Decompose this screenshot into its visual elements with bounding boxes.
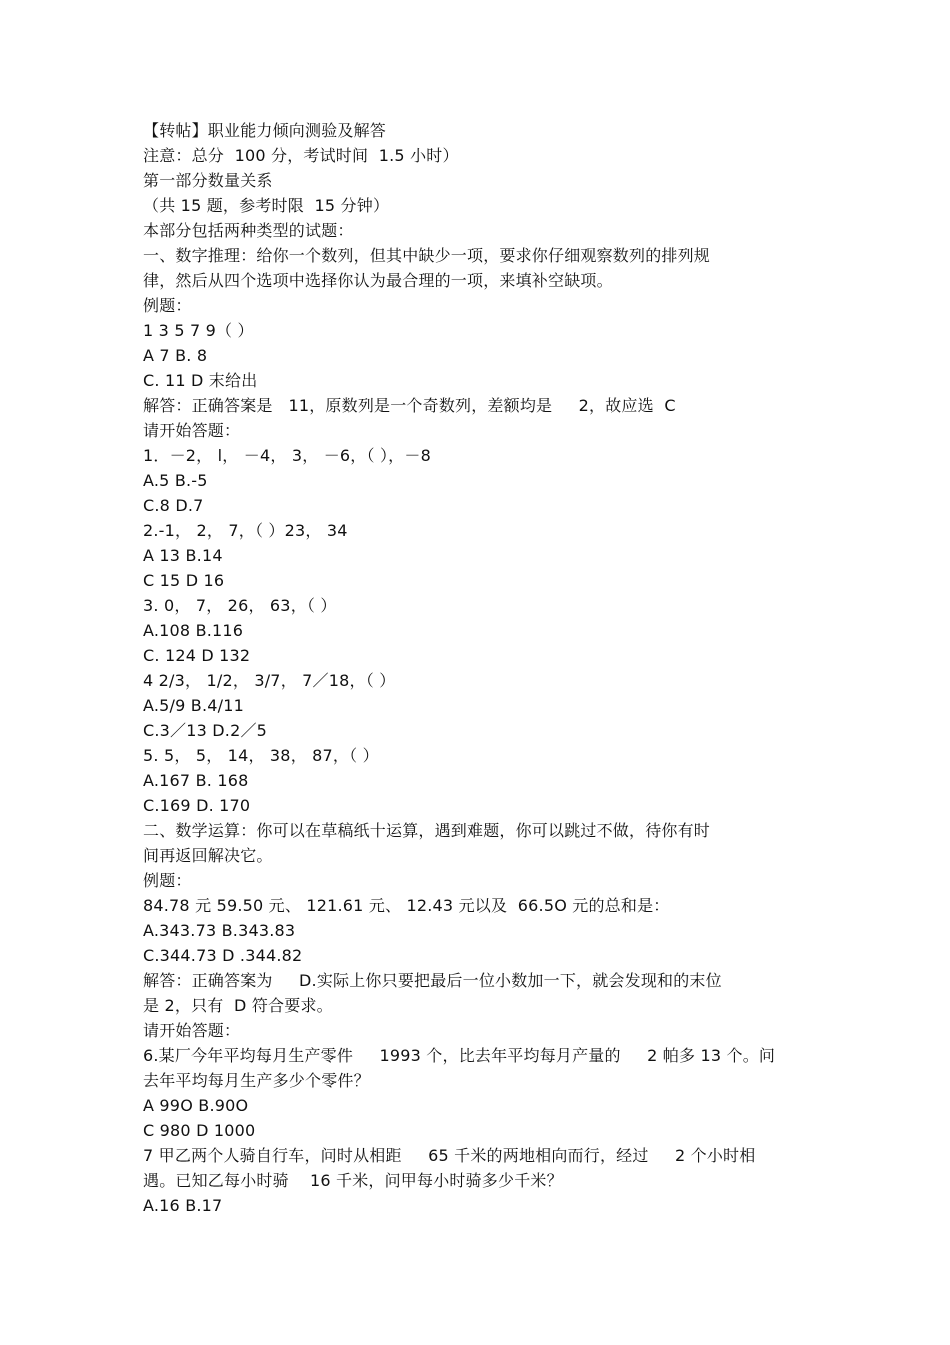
start-prompt: 请开始答题： (143, 421, 241, 440)
example-solution: 是 2，只有 D 符合要求。 (143, 996, 333, 1015)
example-solution: 解答：正确答案是 11，原数列是一个奇数列，差额均是 2，故应选 C (143, 396, 676, 415)
instruction-line: 一、数字推理：给你一个数列，但其中缺少一项，要求你仔细观察数列的排列规 (143, 246, 711, 265)
answer-options: A 13 B.14 (143, 546, 223, 565)
section-intro: 本部分包括两种类型的试题： (143, 221, 354, 240)
document-body (143, 118, 823, 1218)
answer-options: A.343.73 B.343.83 (143, 921, 296, 940)
question-text: 2.-1， 2， 7，（ ）23， 34 (143, 521, 348, 540)
section-info: （共 15 题，参考时限 15 分钟） (143, 196, 390, 215)
exam-note: 注意：总分 100 分，考试时间 1.5 小时） (143, 146, 459, 165)
question-text: 1．－2， l， －4， 3， －6，（ ），－8 (143, 446, 431, 465)
answer-options: A.108 B.116 (143, 621, 244, 640)
answer-options: C.169 D. 170 (143, 796, 251, 815)
document-title: 【转帖】职业能力倾向测验及解答 (143, 121, 387, 140)
answer-options: A.167 B. 168 (143, 771, 249, 790)
answer-options: A.5 B.-5 (143, 471, 208, 490)
question-text: 3. 0， 7， 26， 63，（ ） (143, 596, 337, 615)
question-text: 6.某厂今年平均每月生产零件 1993 个，比去年平均每月产量的 2 帕多 13 个。问 (143, 1046, 776, 1065)
answer-options: A.16 B.17 (143, 1196, 223, 1215)
answer-options: C.3／13 D.2／5 (143, 721, 268, 740)
question-text: 去年平均每月生产多少个零件？ (143, 1071, 370, 1090)
instruction-line: 律，然后从四个选项中选择你认为最合理的一项，来填补空缺项。 (143, 271, 613, 290)
example-question: 1 3 5 7 9（ ） (143, 321, 254, 340)
instruction-line: 二、数学运算：你可以在草稿纸十运算，遇到难题，你可以跳过不做，待你有时 (143, 821, 711, 840)
question-text: 5. 5， 5， 14， 38， 87，（ ） (143, 746, 379, 765)
question-text: 7 甲乙两个人骑自行车，问时从相距 65 千米的两地相向而行，经过 2 个小时相 (143, 1146, 756, 1165)
instruction-line: 间再返回解决它。 (143, 846, 273, 865)
answer-options: A.5/9 B.4/11 (143, 696, 244, 715)
example-solution: 解答：正确答案为 D.实际上你只要把最后一位小数加一下，就会发现和的末位 (143, 971, 722, 990)
answer-options: C.8 D.7 (143, 496, 204, 515)
answer-options: C. 124 D 132 (143, 646, 251, 665)
example-label: 例题： (143, 296, 192, 315)
start-prompt: 请开始答题： (143, 1021, 241, 1040)
question-text: 遇。已知乙每小时骑 16 千米，问甲每小时骑多少千米？ (143, 1171, 563, 1190)
answer-options: C. 11 D 末给出 (143, 371, 258, 390)
example-label: 例题： (143, 871, 192, 890)
example-question: 84.78 元 59.50 元、 121.61 元、 12.43 元以及 66.5O 元的总和是： (143, 896, 670, 915)
answer-options: C 980 D 1000 (143, 1121, 256, 1140)
answer-options: C.344.73 D .344.82 (143, 946, 303, 965)
answer-options: C 15 D 16 (143, 571, 225, 590)
answer-options: A 7 B. 8 (143, 346, 208, 365)
section-heading: 第一部分数量关系 (143, 171, 273, 190)
question-text: 4 2/3， 1/2， 3/7， 7／18，（ ） (143, 671, 396, 690)
answer-options: A 99O B.90O (143, 1096, 249, 1115)
